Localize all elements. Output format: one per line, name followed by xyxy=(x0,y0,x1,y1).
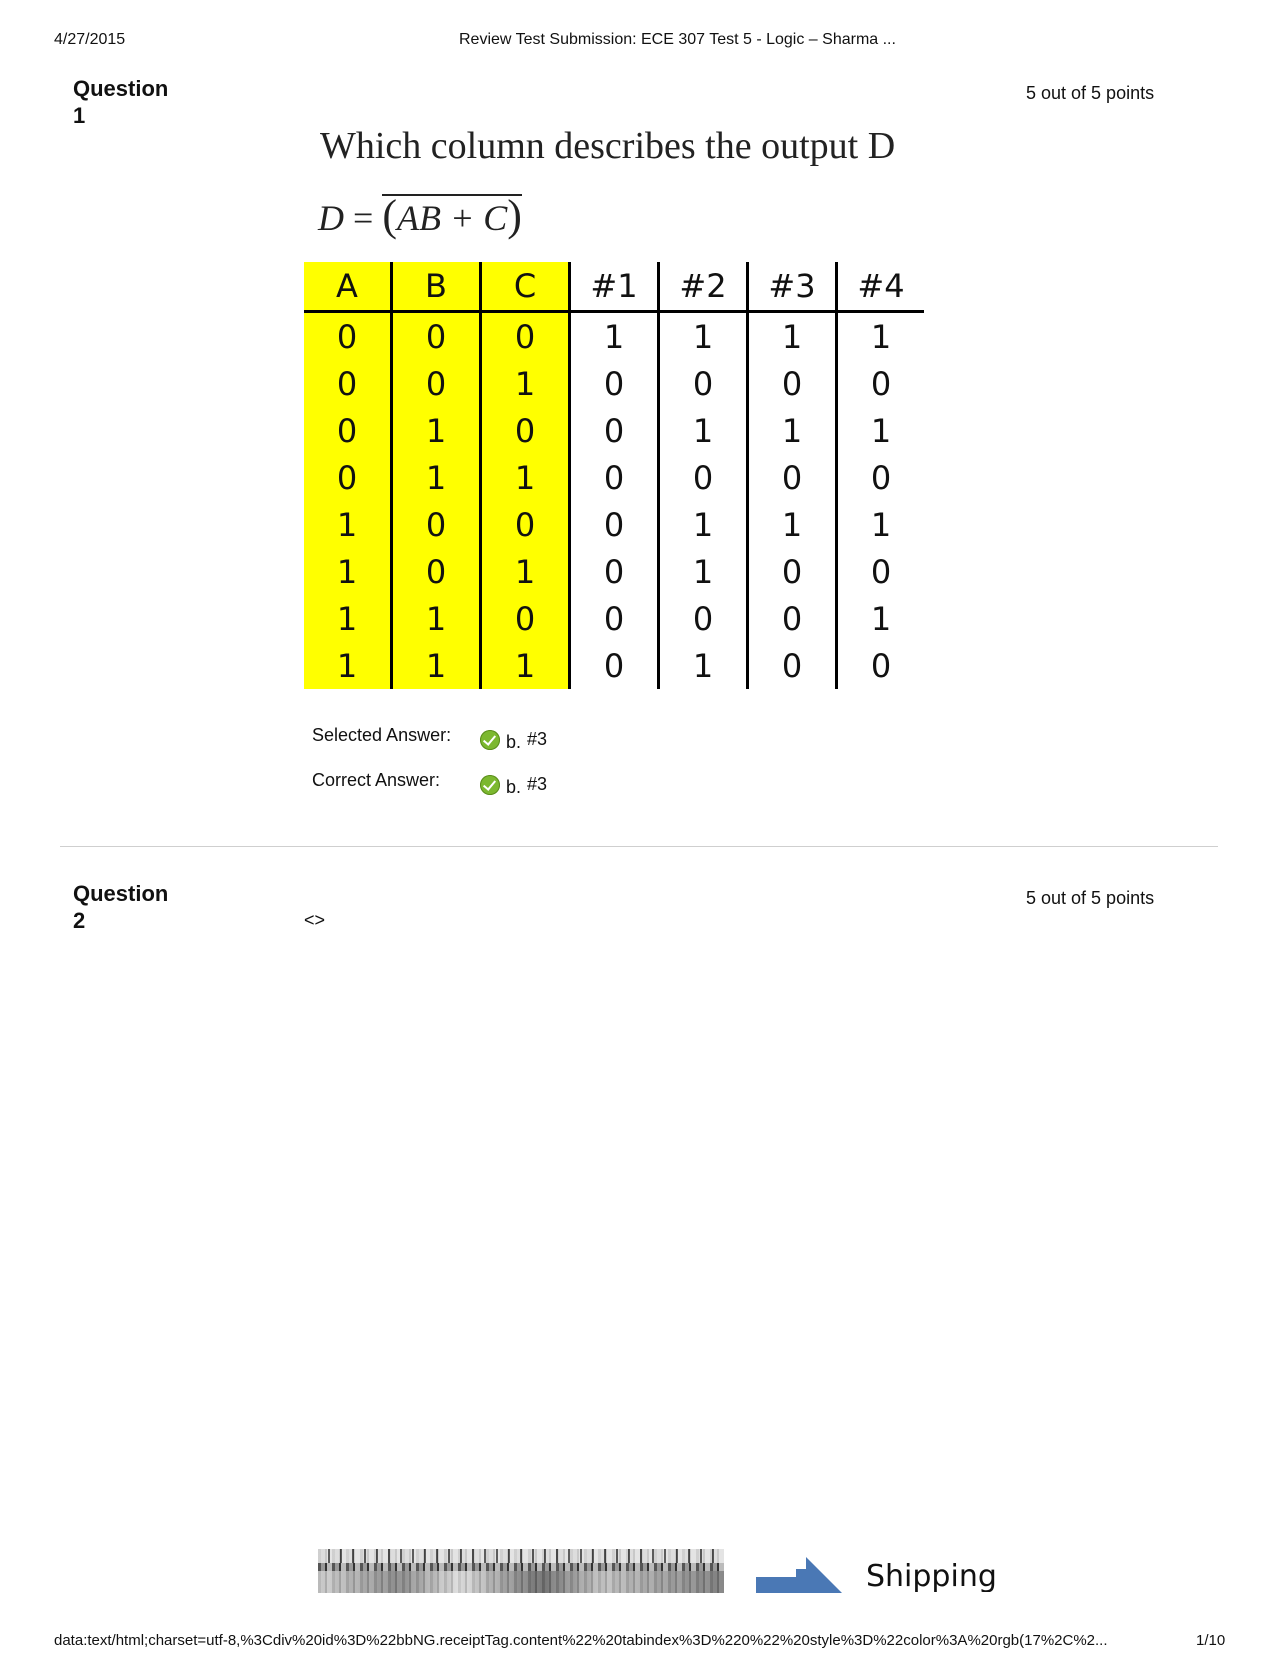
page-title: Review Test Submission: ECE 307 Test 5 - Logic – Sharma ... xyxy=(459,31,896,48)
check-icon xyxy=(480,775,500,795)
shipping-caption: Shipping xyxy=(866,1559,997,1592)
table-row xyxy=(304,407,924,454)
question-1-points: 5 out of 5 points xyxy=(1026,83,1155,103)
formula-close-paren: ) xyxy=(507,191,522,240)
table-cell: 1 xyxy=(837,501,925,548)
question-2-points: 5 out of 5 points xyxy=(1026,888,1155,908)
question-number: 1 xyxy=(73,103,86,128)
table-cell: 0 xyxy=(748,595,837,642)
table-cell: 1 xyxy=(748,407,837,454)
table-cell: 1 xyxy=(304,501,392,548)
table-cell: 1 xyxy=(659,642,748,689)
question-divider xyxy=(60,846,1218,847)
table-cell: 0 xyxy=(837,642,925,689)
table-cell: 1 xyxy=(837,407,925,454)
table-cell: 0 xyxy=(392,501,481,548)
col-header-a: A xyxy=(304,262,392,312)
formula-lhs: D xyxy=(318,198,344,238)
table-cell: 1 xyxy=(659,312,748,361)
table-cell: 1 xyxy=(392,454,481,501)
table-cell: 0 xyxy=(837,360,925,407)
table-cell: 1 xyxy=(481,548,570,595)
table-row xyxy=(304,454,924,501)
table-cell: 0 xyxy=(481,312,570,361)
table-row xyxy=(304,312,924,361)
question-label-word: Question xyxy=(73,76,169,101)
table-cell: 0 xyxy=(570,407,659,454)
selected-answer-label: Selected Answer: xyxy=(312,725,452,745)
table-cell: 1 xyxy=(659,407,748,454)
selected-answer-value: #3 xyxy=(527,729,548,749)
page-url: data:text/html;charset=utf-8,%3Cdiv%20id%3D%22bbNG.receiptTag.content%22%20tabindex%3D%220%22%20style%3D%22color%3A%20rgb(17%2C%2... xyxy=(54,1632,1108,1649)
table-cell: 1 xyxy=(570,312,659,361)
table-cell: 1 xyxy=(392,407,481,454)
table-cell: 1 xyxy=(304,642,392,689)
table-cell: 1 xyxy=(837,595,925,642)
table-row xyxy=(304,360,924,407)
col-header-option-2: #2 xyxy=(659,262,748,312)
page-number: 1/10 xyxy=(1196,1632,1226,1649)
col-header-option-4: #4 xyxy=(837,262,925,312)
formula-open-paren: ( xyxy=(382,191,397,240)
table-cell: 1 xyxy=(748,312,837,361)
table-cell: 0 xyxy=(304,312,392,361)
table-cell: 0 xyxy=(304,407,392,454)
col-header-option-1: #1 xyxy=(570,262,659,312)
table-cell: 0 xyxy=(304,454,392,501)
table-cell: 0 xyxy=(748,642,837,689)
arrow-icon xyxy=(756,1557,842,1593)
table-cell: 1 xyxy=(481,454,570,501)
table-row xyxy=(304,548,924,595)
correct-answer-label: Correct Answer: xyxy=(312,770,441,790)
table-cell: 0 xyxy=(659,360,748,407)
table-row xyxy=(304,595,924,642)
print-date: 4/27/2015 xyxy=(54,31,126,48)
table-cell: 0 xyxy=(392,360,481,407)
table-cell: 1 xyxy=(392,595,481,642)
table-row xyxy=(304,501,924,548)
question-2-label xyxy=(73,880,183,934)
table-cell: 1 xyxy=(659,548,748,595)
table-cell: 0 xyxy=(392,548,481,595)
selected-answer-letter: b. xyxy=(506,732,522,752)
check-icon xyxy=(480,730,500,750)
table-cell: 0 xyxy=(748,360,837,407)
table-cell: 0 xyxy=(570,595,659,642)
col-header-c: C xyxy=(481,262,570,312)
question-1-prompt: Which column describes the output D xyxy=(320,125,896,167)
correct-answer-value: #3 xyxy=(527,774,548,794)
table-cell: 1 xyxy=(748,501,837,548)
table-cell: 1 xyxy=(481,360,570,407)
factory-photo xyxy=(318,1549,724,1593)
correct-answer xyxy=(480,771,547,798)
formula-equals: = xyxy=(353,198,374,238)
table-cell: 1 xyxy=(659,501,748,548)
table-cell: 0 xyxy=(570,642,659,689)
question-label-word: Question xyxy=(73,881,169,906)
table-cell: 0 xyxy=(837,548,925,595)
selected-answer xyxy=(480,726,547,753)
table-cell: 0 xyxy=(837,454,925,501)
question-number: 2 xyxy=(73,908,86,933)
correct-answer-letter: b. xyxy=(506,777,522,797)
question-2-prompt: <> xyxy=(304,910,326,930)
table-cell: 0 xyxy=(570,501,659,548)
table-cell: 0 xyxy=(659,595,748,642)
col-header-b: B xyxy=(392,262,481,312)
table-cell: 0 xyxy=(570,454,659,501)
table-cell: 1 xyxy=(392,642,481,689)
question-1-label xyxy=(73,75,183,129)
table-cell: 0 xyxy=(392,312,481,361)
col-header-option-3: #3 xyxy=(748,262,837,312)
table-cell: 0 xyxy=(659,454,748,501)
table-cell: 0 xyxy=(570,548,659,595)
table-cell: 1 xyxy=(837,312,925,361)
table-row xyxy=(304,642,924,689)
formula-body: AB + C xyxy=(396,198,508,238)
table-cell: 0 xyxy=(304,360,392,407)
truth-table xyxy=(304,262,924,689)
table-cell: 0 xyxy=(481,501,570,548)
table-cell: 1 xyxy=(481,642,570,689)
table-cell: 0 xyxy=(748,548,837,595)
table-cell: 0 xyxy=(748,454,837,501)
table-cell: 1 xyxy=(304,548,392,595)
table-cell: 1 xyxy=(304,595,392,642)
truth-table-header-row xyxy=(304,262,924,312)
table-cell: 0 xyxy=(481,407,570,454)
table-cell: 0 xyxy=(570,360,659,407)
formula-overline-group xyxy=(382,191,522,240)
table-cell: 0 xyxy=(481,595,570,642)
question-1-formula xyxy=(318,191,522,240)
